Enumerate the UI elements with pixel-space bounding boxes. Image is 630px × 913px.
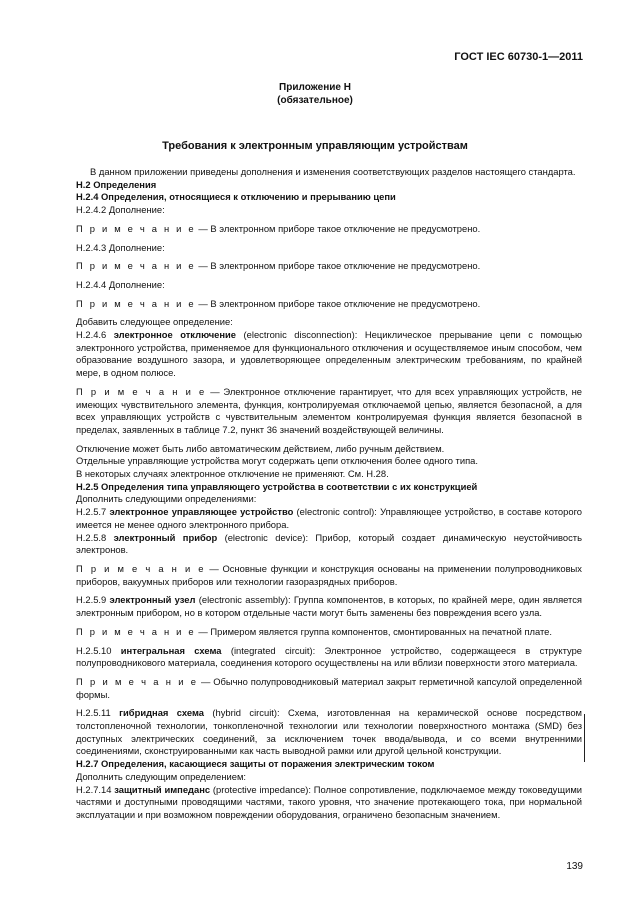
note-label: П р и м е ч а н и е — [76, 385, 207, 397]
heading-h25: Н.2.5 Определения типа управляющего устройства в соответствии с их конструкцией — [76, 480, 478, 492]
def-term: электронный прибор — [113, 531, 218, 543]
def-text: (protective impedance): Полное сопротивление, подключаемое между токоведущими частями и доступными проводящими частями, такого уровня, что значение протекающего тока, при нормальной эксплуатации и при возможном повреждении оборудования, ограничено безопасным значением. — [76, 783, 583, 820]
def-number: Н.2.5.7 — [76, 506, 110, 518]
note-2 — [76, 260, 582, 273]
note-1 — [76, 223, 582, 236]
standard-header: ГОСТ IEC 60730-1—2011 — [454, 51, 583, 63]
def-term: электронное управляющее устройство — [109, 506, 294, 518]
def-text: (electronic assembly): Группа компонентов, в которых, по крайней мере, один является электронным прибором, но в котором отдельные части могут быть заменены без повреждения всего узла. — [76, 594, 583, 619]
note-label: П р и м е ч а н и е — [76, 562, 206, 574]
intro-paragraph: В данном приложении приведены дополнения и изменения соответствующих разделов настоящего стандарта. — [90, 166, 576, 177]
definition-h259 — [76, 594, 582, 619]
section-title: Требования к электронным управляющим устройствам — [162, 140, 468, 152]
note-label: П р и м е ч а н и е — [76, 625, 196, 637]
note-label: П р и м е ч а н и е — [76, 675, 199, 687]
document-body — [76, 166, 582, 822]
change-bar — [584, 714, 585, 762]
def-number: Н.2.4.6 — [76, 329, 114, 341]
def-term: защитный импеданс — [114, 783, 211, 795]
definition-h2510 — [76, 645, 582, 670]
add-definitions: Дополнить следующими определениями: — [76, 493, 257, 505]
annex-status: (обязательное) — [277, 95, 353, 106]
heading-h24: Н.2.4 Определения, относящиеся к отключению и прерыванию цепи — [76, 191, 396, 203]
add-definition: Добавить следующее определение: — [76, 316, 233, 328]
def-term: гибридная схема — [119, 707, 204, 719]
note-text: — Обычно полупроводниковый материал закрыт герметичной капсулой определенной формы. — [76, 675, 582, 700]
def-term: электронное отключение — [113, 329, 237, 341]
def-text: (electronic disconnection): Нециклическое прерывание цепи с помощью электронного устройства, применяемое для функционального отключения и осуществляемое иным способом, чем образование воздушного зазора, и удовлетворяющее определенным электрическим требованиям, по крайней мере, в одном полюсе. — [76, 329, 582, 379]
annex-title: Приложение Н — [279, 82, 351, 93]
sentence-1: Отключение может быть либо автоматическим действием, либо ручным действием. — [76, 442, 445, 454]
heading-h2: Н.2 Определения — [76, 178, 157, 190]
note-label: П р и м е ч а н и е — [76, 260, 196, 272]
note-3 — [76, 298, 582, 311]
paragraph-h244: Н.2.4.4 Дополнение: — [76, 278, 165, 290]
page-number: 139 — [566, 861, 583, 872]
def-number: Н.2.7.14 — [76, 783, 115, 795]
definition-h246 — [76, 329, 582, 380]
definition-h2714 — [76, 784, 582, 822]
note-text: — В электронном приборе такое отключение не предусмотрено. — [195, 297, 481, 309]
note-text: — Электронное отключение гарантирует, что для всех управляющих устройств, не имеющих чувствительного элемента, функция, контролируемая отключаемой цепью, является безопасной, а для всех управляющих устройств с чувствительным элементом контролируемая функция является безопасной в пределах, заявленных в таблице 7.2, пункт 36 значений воздействующей величины. — [76, 385, 582, 435]
add-definition-2: Дополнить следующим определением: — [76, 770, 247, 782]
def-text: (electronic device): Прибор, который создает динамическую неустойчивость электронов. — [76, 531, 582, 556]
note-text: — Основные функции и конструкция основаны на применении полупроводниковых приборов, вакуумных приборов или технологии газоразрядных приборов. — [76, 562, 582, 587]
sentence-2: Отдельные управляющие устройства могут содержать цепи отключения более одного типа. — [76, 455, 478, 467]
def-text: (hybrid circuit): Схема, изготовленная на керамической основе посредством толстопленочной технологии, тонкопленочной технологии или технологии поверхностного монтажа (SMD) без доступных электрических соединений, за исключением точек ввода/вывода, и со всеми внутренними соединениями, сконструированными как часть выводной рамки или другой цельной конструкции. — [76, 707, 582, 757]
note-label: П р и м е ч а н и е — [76, 222, 196, 234]
def-text: (integrated circuit): Электронное устройство, содержащееся в структуре полупроводникового материала, соединения которого осуществлены на или вблизи поверхности этого материала. — [76, 644, 583, 669]
def-number: Н.2.5.10 — [76, 644, 121, 656]
note-text: — В электронном приборе такое отключение не предусмотрено. — [195, 260, 481, 272]
note-7 — [76, 676, 582, 701]
definition-h2511 — [76, 707, 582, 758]
note-4 — [76, 386, 582, 437]
note-5 — [76, 563, 582, 588]
note-text: — В электронном приборе такое отключение не предусмотрено. — [195, 222, 481, 234]
note-label: П р и м е ч а н и е — [76, 297, 196, 309]
def-term: электронный узел — [109, 594, 196, 606]
heading-h27: Н.2.7 Определения, касающиеся защиты от поражения электрическим током — [76, 758, 435, 770]
def-number: Н.2.5.9 — [76, 594, 110, 606]
def-text: (electronic control): Управляющее устройство, в составе которого имеется не менее одного электронного прибора. — [76, 506, 582, 530]
def-term: интегральная схема — [120, 644, 222, 656]
note-text: — Примером является группа компонентов, смонтированных на печатной плате. — [195, 625, 553, 637]
def-number: Н.2.5.11 — [76, 707, 120, 719]
sentence-3: В некоторых случаях электронное отключение не применяют. См. Н.28. — [76, 468, 389, 480]
paragraph-h242: Н.2.4.2 Дополнение: — [76, 204, 165, 216]
note-6 — [76, 626, 582, 639]
definition-h257 — [76, 506, 582, 531]
def-number: Н.2.5.8 — [76, 531, 114, 543]
definition-h258 — [76, 532, 582, 557]
paragraph-h243: Н.2.4.3 Дополнение: — [76, 241, 165, 253]
